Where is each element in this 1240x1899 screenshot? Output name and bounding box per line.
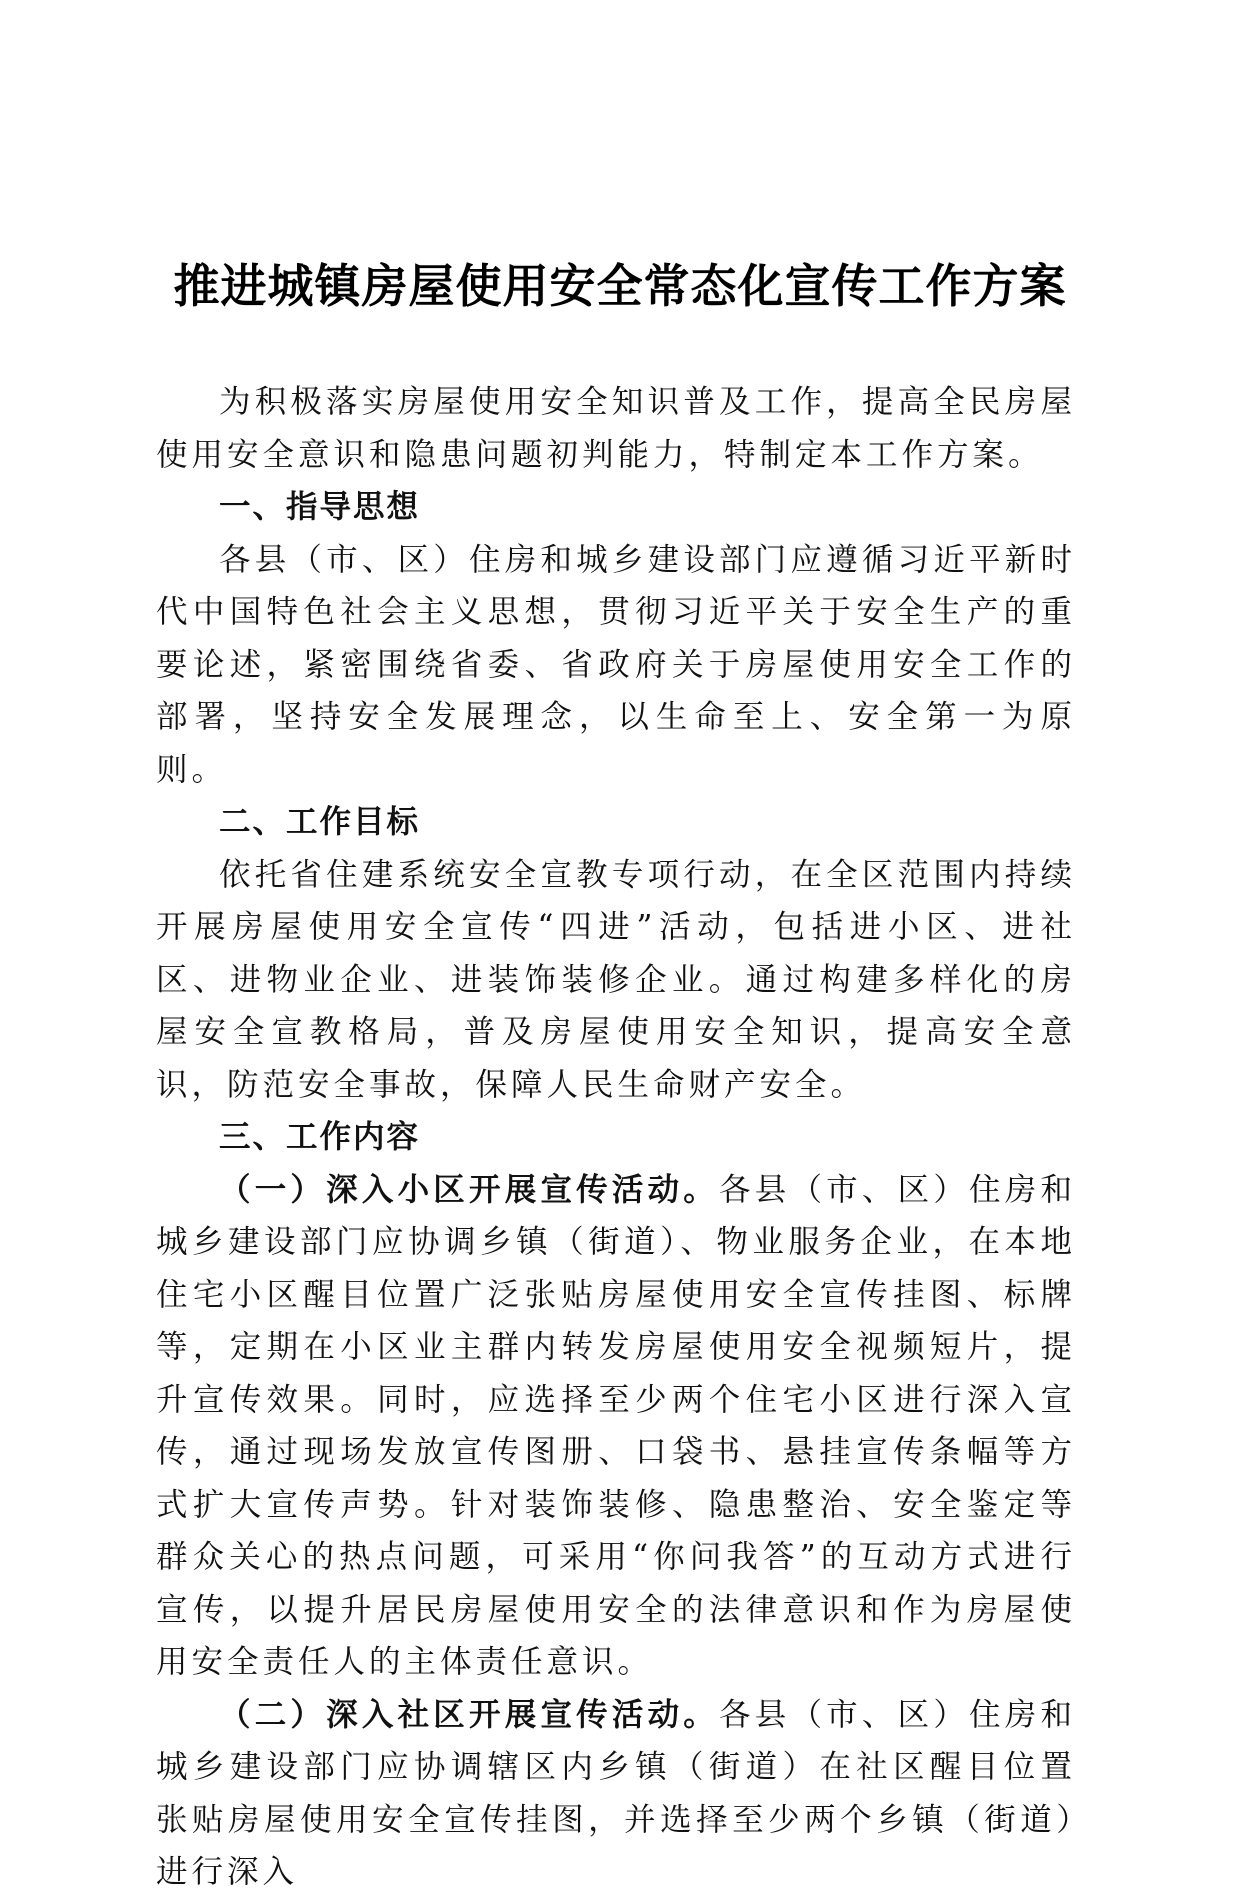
subsection-communities	[156, 1689, 1076, 1899]
subsection-lead: （二）深入社区开展宣传活动。	[219, 1695, 720, 1733]
guiding-ideology-paragraph: 各县（市、区）住房和城乡建设部门应遵循习近平新时代中国特色社会主义思想，贯彻习近平关于安全生产的重要论述，紧密围绕省委、省政府关于房屋使用安全工作的部署，坚持安全发展理念，以生命至上、安全第一为原则。	[156, 541, 1076, 788]
work-goals-paragraph: 依托省住建系统安全宣教专项行动，在全区范围内持续开展房屋使用安全宣传“四进”活动，包括进小区、进社区、进物业企业、进装饰装修企业。通过构建多样化的房屋安全宣教格局，普及房屋使用安全知识，提高安全意识，防范安全事故，保障人民生命财产安全。	[156, 856, 1076, 1103]
subsection-lead: （一）深入小区开展宣传活动。	[219, 1170, 720, 1208]
subsection-text: 各县（市、区）住房和城乡建设部门应协调乡镇（街道）、物业服务企业，在本地住宅小区醒目位置广泛张贴房屋使用安全宣传挂图、标牌等，定期在小区业主群内转发房屋使用安全视频短片，提升宣传效果。同时，应选择至少两个住宅小区进行深入宣传，通过现场发放宣传图册、口袋书、悬挂宣传条幅等方式扩大宣传声势。针对装饰装修、隐患整治、安全鉴定等群众关心的热点问题，可采用“你问我答”的互动方式进行宣传，以提升居民房屋使用安全的法律意识和作为房屋使用安全责任人的主体责任意识。	[156, 1171, 1076, 1680]
section-heading-work-content: 三、工作内容	[219, 1119, 421, 1155]
section-heading-guiding-ideology: 一、指导思想	[219, 489, 421, 525]
subsection-text: 各县（市、区）住房和城乡建设部门应协调辖区内乡镇（街道）在社区醒目位置张贴房屋使用安全宣传挂图，并选择至少两个乡镇（街道）进行深入	[156, 1696, 1076, 1890]
document-body	[156, 376, 1076, 1899]
subsection-residential-communities	[156, 1164, 1076, 1689]
intro-paragraph: 为积极落实房屋使用安全知识普及工作，提高全民房屋使用安全意识和隐患问题初判能力，特制定本工作方案。	[156, 384, 1076, 473]
document-title: 推进城镇房屋使用安全常态化宣传工作方案	[173, 259, 1067, 313]
section-heading-work-goals: 二、工作目标	[219, 804, 421, 840]
